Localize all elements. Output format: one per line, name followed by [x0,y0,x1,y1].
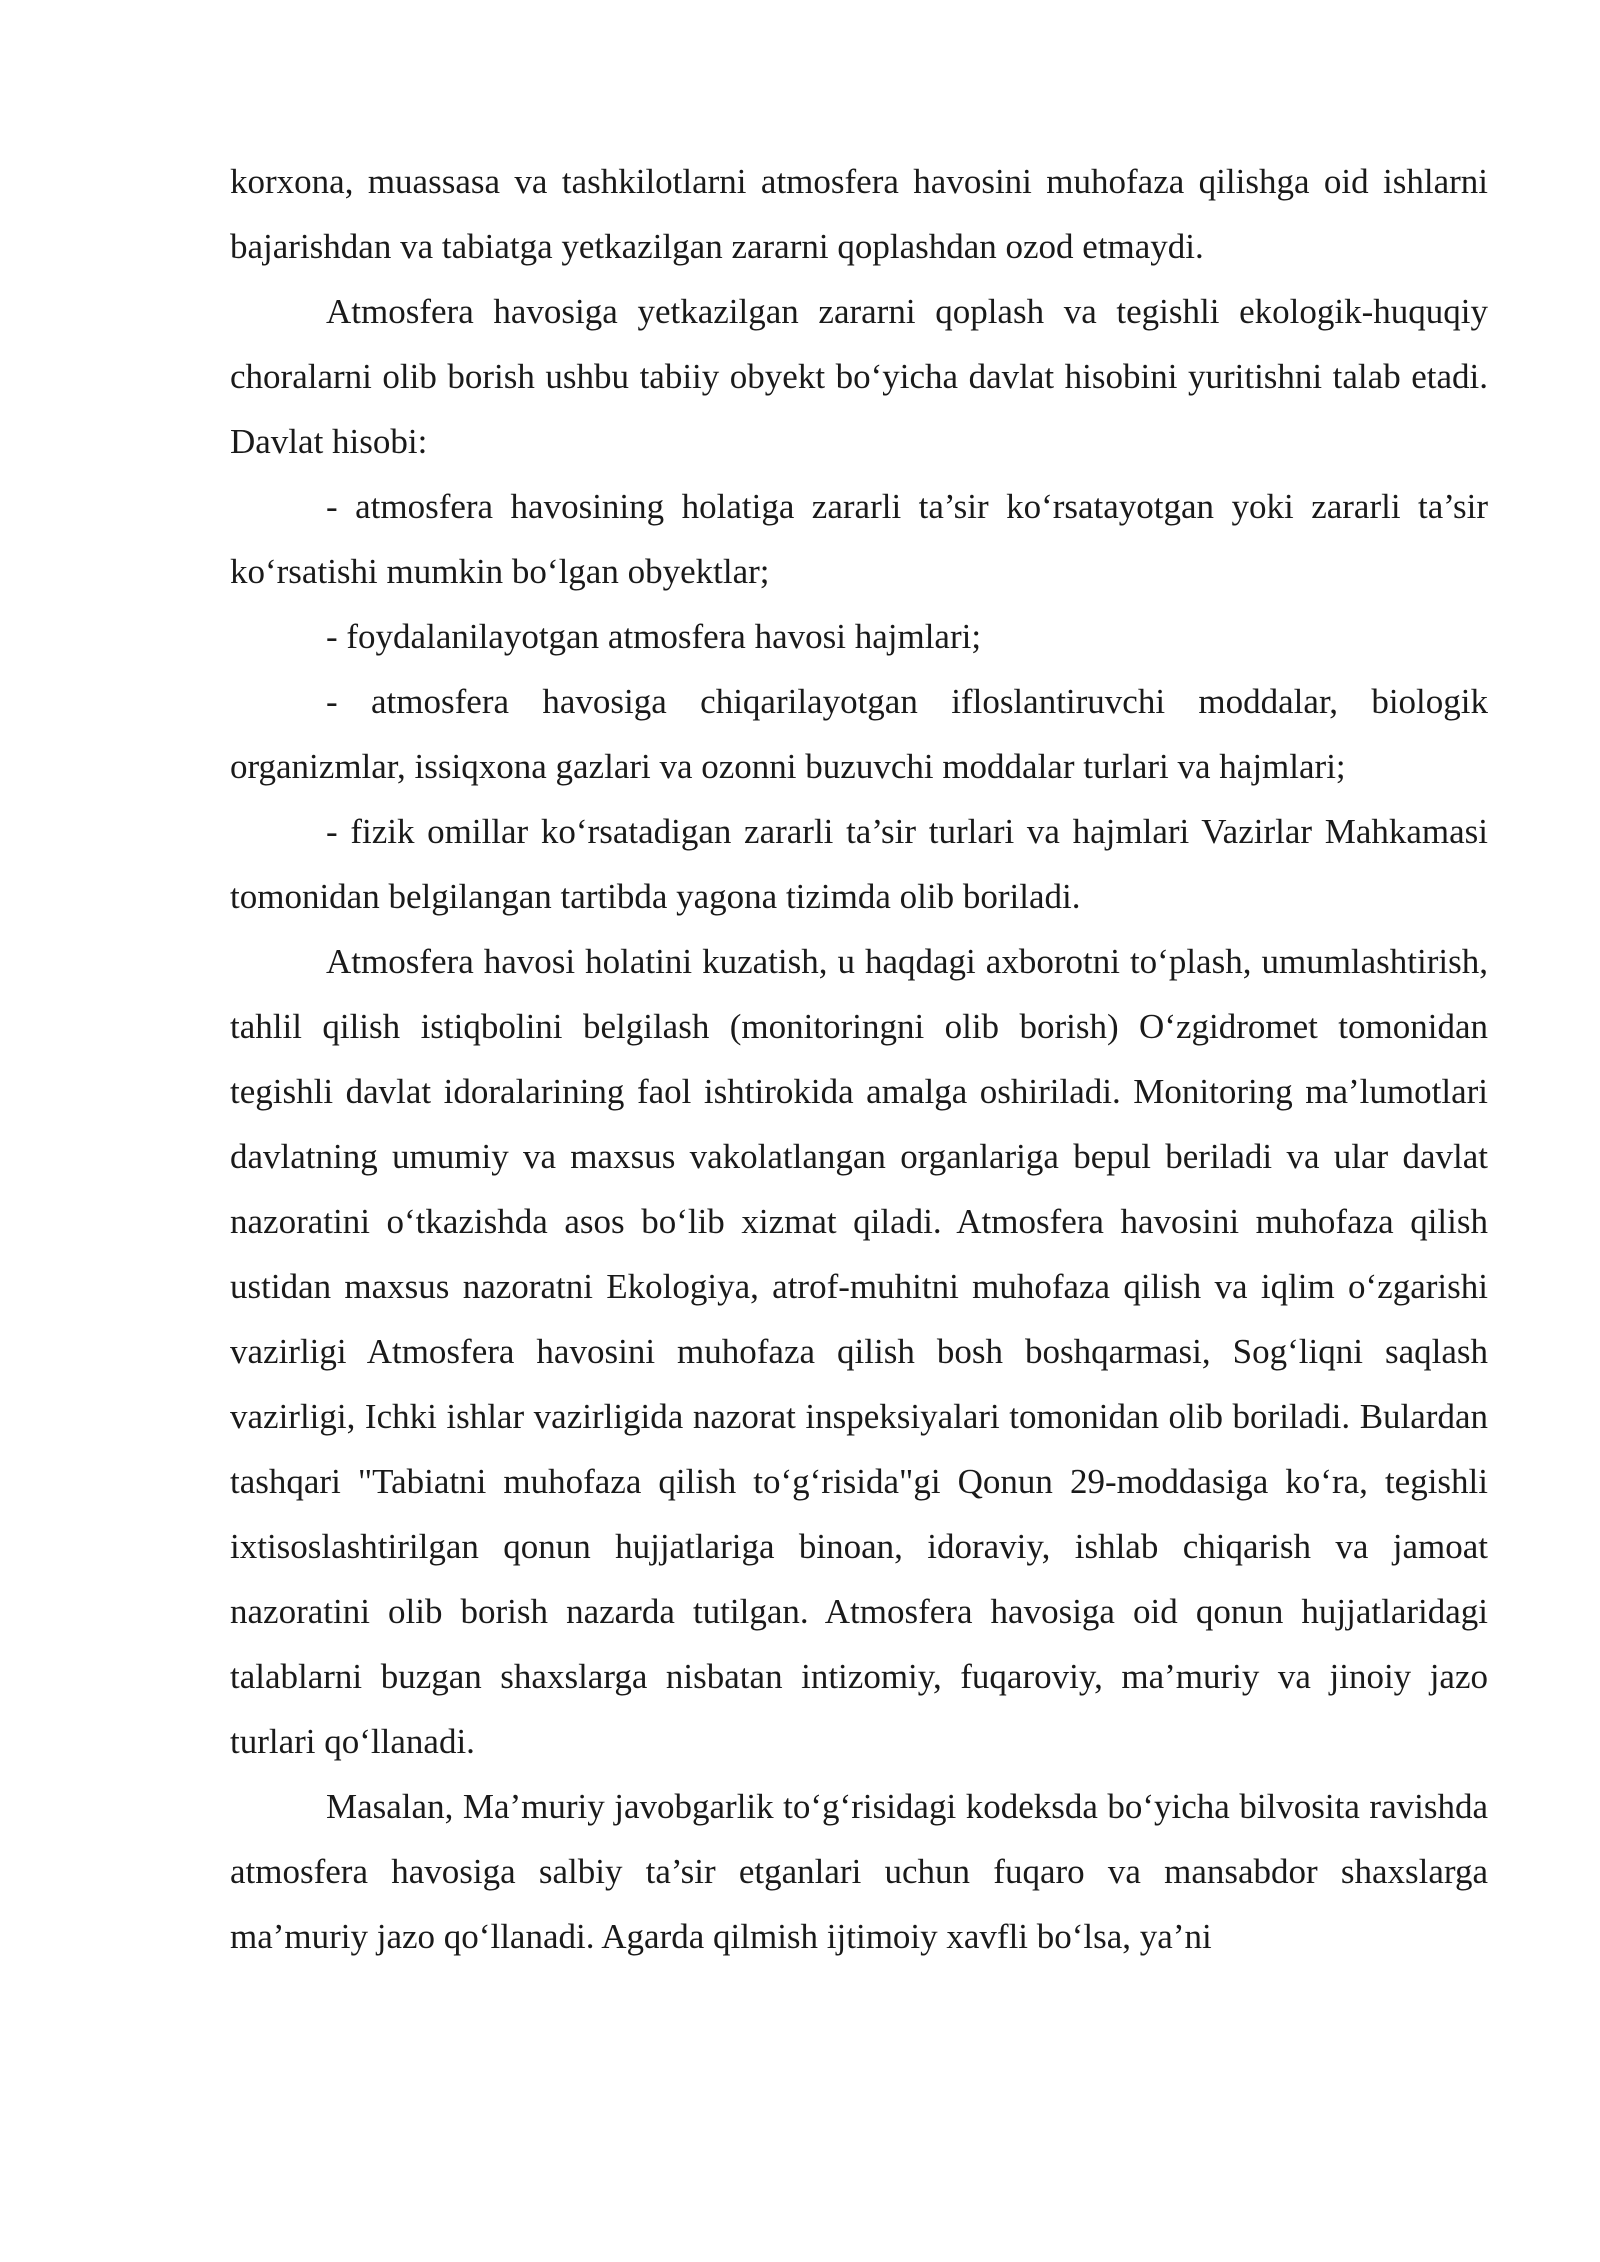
list-item-3: - atmosfera havosiga chiqarilayotgan ifloslantiruvchi moddalar, biologik organizmlar, issiqxona gazlari va ozonni buzuvchi moddalar turlari va hajmlari; [230,682,1488,786]
document-page [230,149,1488,1969]
list-item-2: - foydalanilayotgan atmosfera havosi hajmlari; [326,617,982,656]
paragraph-1: korxona, muassasa va tashkilotlarni atmosfera havosini muhofaza qilishga oid ishlarni bajarishdan va tabiatga yetkazilgan zararni qoplashdan ozod etmaydi. [230,162,1488,266]
paragraph-3: Atmosfera havosi holatini kuzatish, u haqdagi axborotni to‘plash, umumlashtirish, tahlil qilish istiqbolini belgilash (monitoringni olib borish) O‘zgidromet tomonidan tegishli davlat idoralarining faol ishtirokida amalga oshiriladi. Monitoring ma’lumotlari davlatning umumiy va maxsus vakolatlangan organlariga bepul beriladi va ular davlat nazoratini o‘tkazishda asos bo‘lib xizmat qiladi. Atmosfera havosini muhofaza qilish ustidan maxsus nazoratni Ekologiya, atrof-muhitni muhofaza qilish va iqlim o‘zgarishi vazirligi Atmosfera havosini muhofaza qilish bosh boshqarmasi, Sog‘liqni saqlash vazirligi, Ichki ishlar vazirligida nazorat inspeksiyalari tomonidan olib boriladi. Bulardan tashqari "Tabiatni muhofaza qilish to‘g‘risida"gi Qonun 29-moddasiga ko‘ra, tegishli ixtisoslashtirilgan qonun hujjatlariga binoan, idoraviy, ishlab chiqarish va jamoat nazoratini olib borish nazarda tutilgan. Atmosfera havosiga oid qonun hujjatlaridagi talablarni buzgan shaxslarga nisbatan intizomiy, fuqaroviy, ma’muriy va jinoiy jazo turlari qo‘llanadi. [230,942,1488,1761]
list-item-4: - fizik omillar ko‘rsatadigan zararli ta’sir turlari va hajmlari Vazirlar Mahkamasi tomonidan belgilangan tartibda yagona tizimda olib boriladi. [230,812,1488,916]
paragraph-4: Masalan, Ma’muriy javobgarlik to‘g‘risidagi kodeksda bo‘yicha bilvosita ravishda atmosfera havosiga salbiy ta’sir etganlari uchun fuqaro va mansabdor shaxslarga ma’muriy jazo qo‘llanadi. Agarda qilmish ijtimoiy xavfli bo‘lsa, ya’ni [230,1787,1488,1956]
paragraph-2: Atmosfera havosiga yetkazilgan zararni qoplash va tegishli ekologik-huquqiy choralarni olib borish ushbu tabiiy obyekt bo‘yicha davlat hisobini yuritishni talab etadi. Davlat hisobi: [230,292,1488,461]
list-item-1: - atmosfera havosining holatiga zararli ta’sir ko‘rsatayotgan yoki zararli ta’sir ko‘rsatishi mumkin bo‘lgan obyektlar; [230,487,1488,591]
